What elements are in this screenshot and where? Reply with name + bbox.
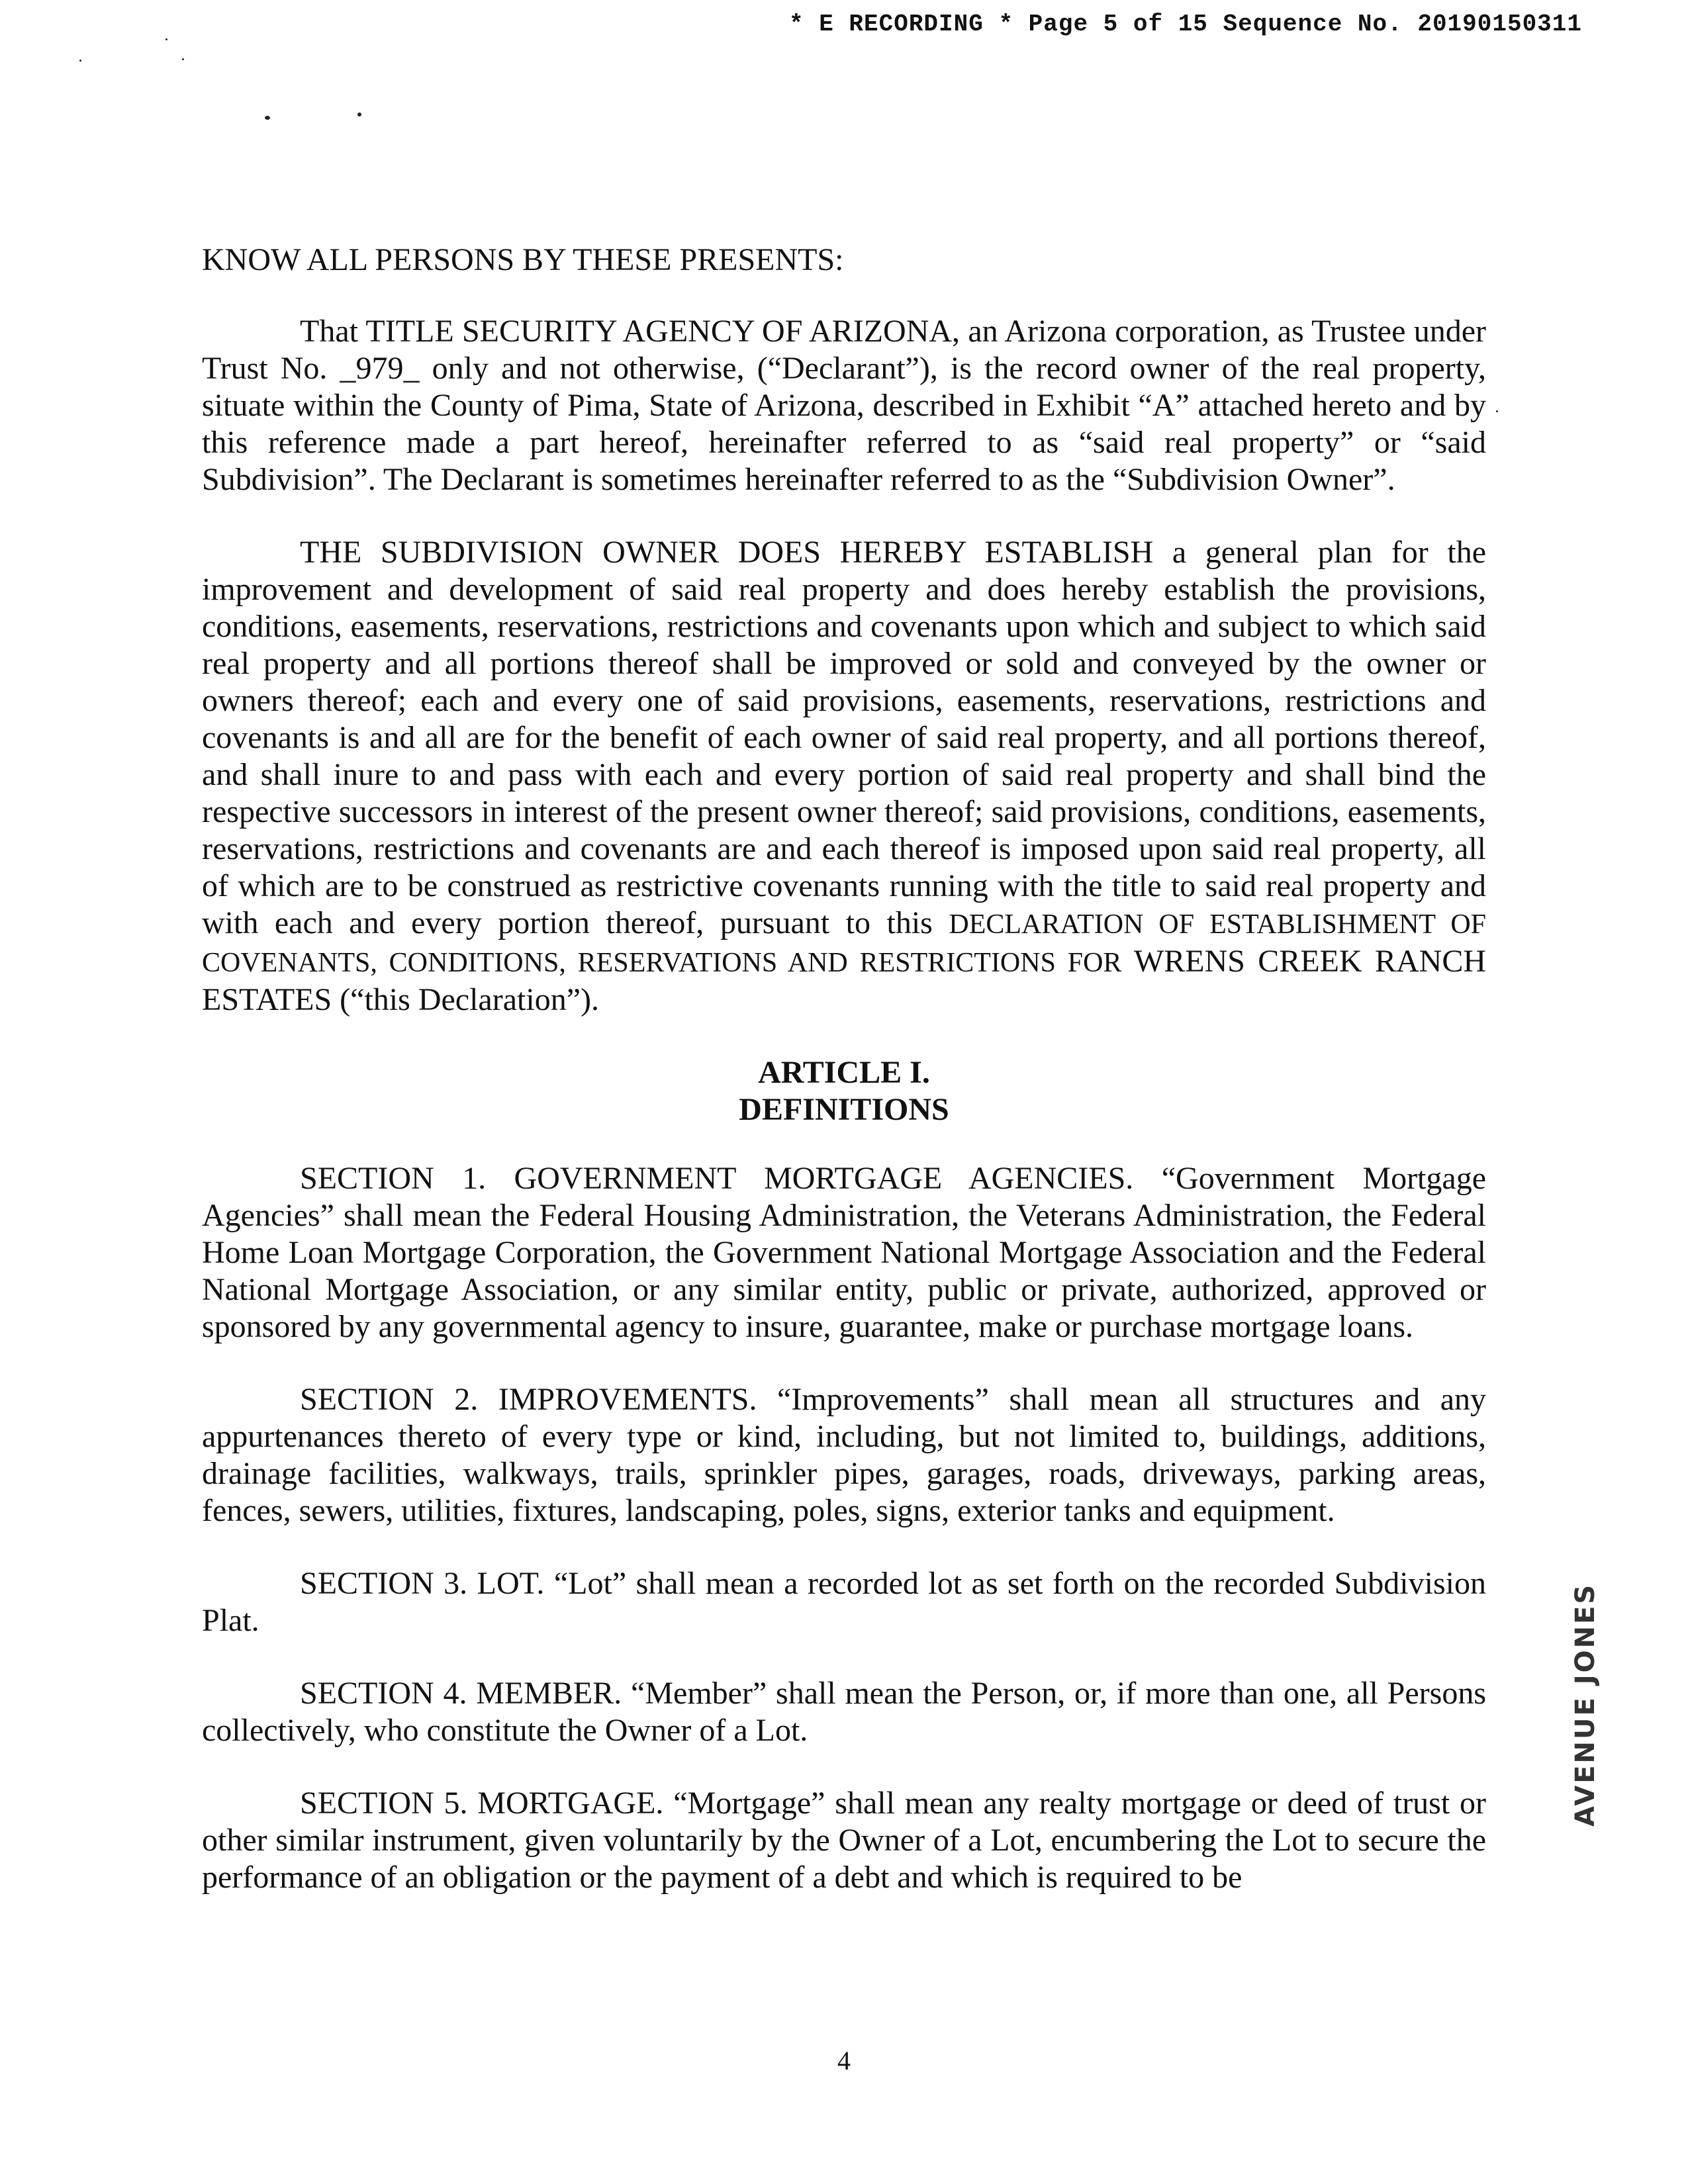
section-5: SECTION 5. MORTGAGE. “Mortgage” shall mean any realty mortgage or deed of trust or other similar instrument, given voluntarily by the Owner of a Lot, encumbering the Lot to secure the performance of an obligation or the payment of a debt and which is required to be bbox=[202, 1786, 1486, 1895]
side-stamp-text: AVENUE JONES bbox=[1570, 1582, 1601, 1827]
recording-header: * E RECORDING * Page 5 of 15 Sequence No. 20190150311 bbox=[789, 11, 1582, 38]
article-number: ARTICLE I. bbox=[758, 1055, 930, 1090]
section-3: SECTION 3. LOT. “Lot” shall mean a recorded lot as set forth on the recorded Subdivision Plat. bbox=[202, 1566, 1486, 1638]
section-2: SECTION 2. IMPROVEMENTS. “Improvements” shall mean all structures and any appurtenances thereto of every type or kind, including, but not limited to, buildings, additions, drainage facilities, walkways, trails, sprinkler pipes, garages, roads, driveways, parking areas, fences, sewers, utilities, fixtures, landscaping, poles, signs, exterior tanks and equipment. bbox=[202, 1382, 1486, 1528]
paragraph-establishment bbox=[202, 534, 1486, 1019]
scan-speck bbox=[265, 116, 270, 120]
establishment-text: THE SUBDIVISION OWNER DOES HEREBY ESTABLISH a general plan for the improvement and development of said real property and does hereby establish the provisions, conditions, easements, reservations, restrictions and covenants upon which and subject to which said real property and all portions thereof shall be improved or sold and conveyed by the owner or owners thereof; each and every one of said provisions, easements, reservations, restrictions and covenants is and all are for the benefit of each owner of said real property, and all portions thereof, and shall inure to and pass with each and every portion of said real property and shall bind the respective successors in interest of the present owner thereof; said provisions, conditions, easements, reservations, restrictions and covenants are and each thereof is imposed upon said real property, all of which are to be construed as restrictive covenants running with the title to said real property and with each and every portion thereof, pursuant to this bbox=[202, 535, 1486, 940]
scan-speck bbox=[79, 60, 81, 62]
greeting: KNOW ALL PERSONS BY THESE PRESENTS: bbox=[202, 242, 844, 277]
declaration-name: WRENS CREEK RANCH ESTATES (“this Declaration”). bbox=[202, 944, 1486, 1017]
document-body bbox=[202, 242, 1486, 1932]
scan-speck bbox=[165, 38, 167, 40]
article-title: DEFINITIONS bbox=[739, 1092, 949, 1127]
scan-speck bbox=[182, 58, 184, 60]
scan-speck bbox=[1496, 410, 1498, 412]
scan-speck bbox=[357, 113, 361, 116]
page-number: 4 bbox=[837, 2046, 851, 2075]
side-stamp bbox=[1569, 1562, 1609, 1827]
declaration-title: DECLARATION OF ESTABLISHMENT OF COVENANTS, CONDITIONS, RESERVATIONS AND RESTRICTIONS FOR bbox=[202, 909, 1487, 978]
section-4: SECTION 4. MEMBER. “Member” shall mean the Person, or, if more than one, all Persons collectively, who constitute the Owner of a Lot. bbox=[202, 1676, 1486, 1748]
section-1: SECTION 1. GOVERNMENT MORTGAGE AGENCIES. “Government Mortgage Agencies” shall mean the Federal Housing Administration, the Veterans Administration, the Federal Home Loan Mortgage Corporation, the Government National Mortgage Association and the Federal National Mortgage Association, or any similar entity, public or private, authorized, approved or sponsored by any governmental agency to insure, guarantee, make or purchase mortgage loans. bbox=[202, 1161, 1486, 1344]
paragraph-declarant: That TITLE SECURITY AGENCY OF ARIZONA, an Arizona corporation, as Trustee under Trust No. _979_ only and not otherwise, (“Declarant”), is the record owner of the real property, situate within the County of Pima, State of Arizona, described in Exhibit “A” attached hereto and by this reference made a part hereof, hereinafter referred to as “said real property” or “said Subdivision”. The Declarant is sometimes hereinafter referred to as the “Subdivision Owner”. bbox=[202, 314, 1486, 497]
article-heading bbox=[202, 1054, 1486, 1128]
